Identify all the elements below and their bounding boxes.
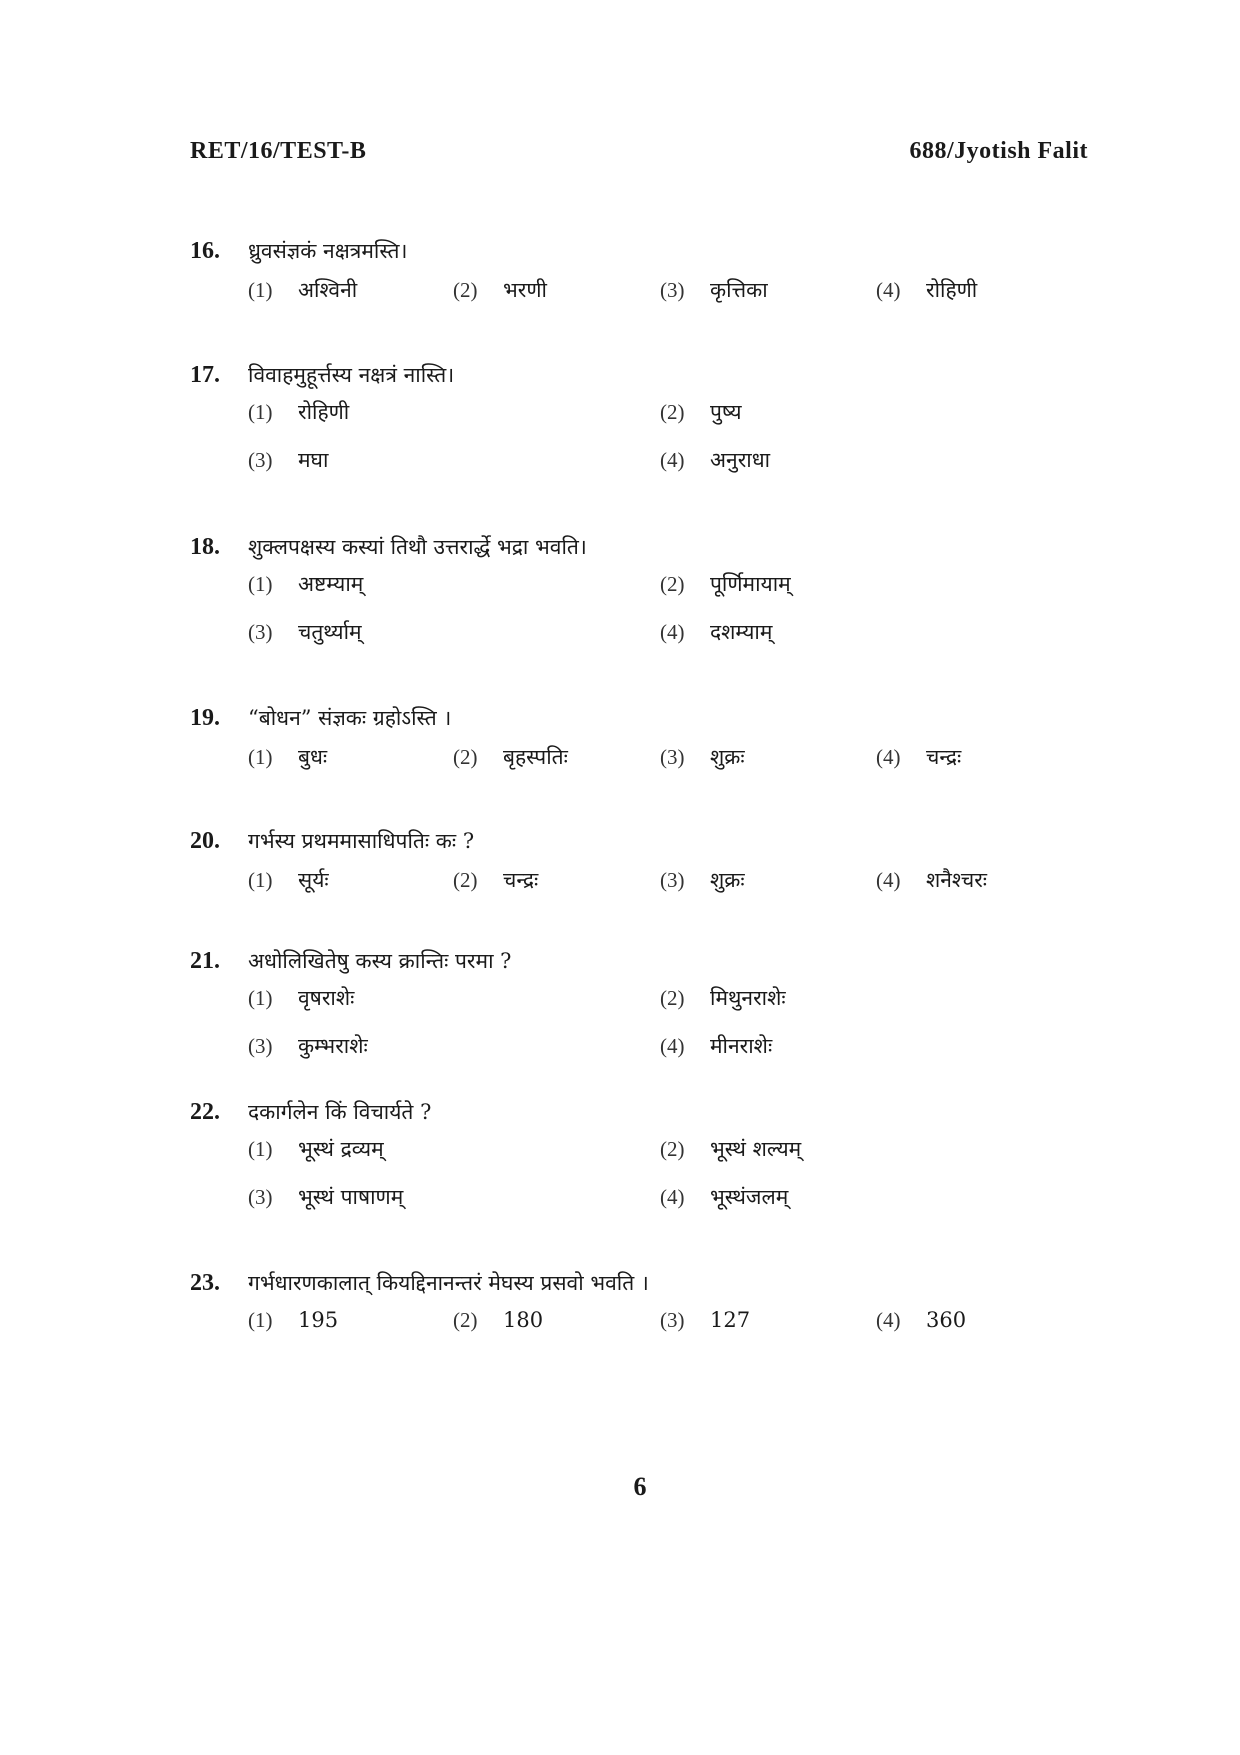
option-number: (3)	[660, 745, 685, 769]
option-number: (3)	[248, 1034, 273, 1058]
question-text: “बोधन” संज्ञकः ग्रहोऽस्ति ।	[248, 706, 452, 730]
option-number: (1)	[248, 868, 273, 892]
option-text: 127	[710, 1308, 751, 1332]
question-number: 20.	[190, 828, 220, 854]
question-text: विवाहमुहूर्त्तस्य नक्षत्रं नास्ति।	[248, 363, 455, 387]
exam-code: RET/16/TEST-B	[190, 138, 367, 164]
option-number: (2)	[660, 986, 685, 1010]
option-text: अश्विनी	[298, 278, 358, 302]
option-text: शुक्रः	[710, 868, 745, 892]
question-text: अधोलिखितेषु कस्य क्रान्तिः परमा ?	[248, 949, 512, 973]
question-text: गर्भस्य प्रथममासाधिपतिः कः ?	[248, 829, 475, 853]
option-3	[248, 618, 362, 646]
option-3	[660, 866, 745, 894]
option-number: (2)	[660, 572, 685, 596]
option-text: 180	[503, 1308, 544, 1332]
option-number: (4)	[660, 1034, 685, 1058]
subject-code: 688/Jyotish Falit	[909, 138, 1088, 164]
option-number: (3)	[248, 448, 273, 472]
option-2	[453, 743, 568, 771]
options	[248, 398, 1090, 490]
option-4	[660, 446, 770, 474]
option-1	[248, 743, 327, 771]
option-number: (1)	[248, 400, 273, 424]
option-number: (1)	[248, 278, 273, 302]
option-3	[660, 1308, 750, 1333]
option-text: दशम्याम्	[710, 620, 773, 644]
option-number: (1)	[248, 572, 273, 596]
option-text: पूर्णिमायाम्	[710, 572, 791, 596]
option-text: बुधः	[298, 745, 328, 769]
option-text: कृत्तिका	[710, 278, 768, 302]
option-text: भूस्थं द्रव्यम्	[298, 1137, 384, 1161]
question-text: गर्भधारणकालात् कियद्दिनानन्तरं मेघस्य प्रसवो भवति ।	[248, 1271, 649, 1295]
option-4	[876, 866, 987, 894]
options	[248, 984, 1090, 1076]
question-number: 21.	[190, 948, 220, 974]
option-text: चतुर्थ्याम्	[298, 620, 362, 644]
option-4	[876, 1308, 966, 1333]
option-text: अनुराधा	[710, 448, 771, 472]
option-number: (2)	[453, 278, 478, 302]
option-text: भरणी	[503, 278, 547, 302]
option-number: (1)	[248, 986, 273, 1010]
option-number: (1)	[248, 1137, 273, 1161]
option-4	[660, 618, 772, 646]
question-text: दकार्गलेन किं विचार्यते ?	[248, 1100, 432, 1124]
question-21	[190, 946, 1090, 1076]
option-number: (4)	[660, 620, 685, 644]
option-number: (2)	[453, 1308, 478, 1332]
option-number: (4)	[876, 1308, 901, 1332]
option-2	[660, 570, 791, 598]
option-1	[248, 398, 349, 426]
option-3	[248, 446, 328, 474]
options	[248, 743, 1090, 787]
option-3	[660, 276, 768, 304]
option-number: (4)	[660, 1185, 685, 1209]
question-18	[190, 532, 1090, 662]
option-text: मघा	[298, 448, 329, 472]
option-number: (2)	[660, 1137, 685, 1161]
option-text: 195	[298, 1308, 339, 1332]
option-text: मीनराशेः	[710, 1034, 773, 1058]
option-text: कुम्भराशेः	[298, 1034, 368, 1058]
option-text: पुष्य	[710, 400, 742, 424]
option-2	[660, 1135, 801, 1163]
option-4	[876, 743, 961, 771]
option-text: रोहिणी	[298, 400, 350, 424]
option-1	[248, 984, 354, 1012]
question-number: 23.	[190, 1270, 220, 1296]
question-number: 22.	[190, 1099, 220, 1125]
option-text: सूर्यः	[298, 868, 329, 892]
option-3	[248, 1032, 368, 1060]
page-number: 6	[633, 1472, 647, 1501]
option-number: (4)	[876, 868, 901, 892]
options	[248, 570, 1090, 662]
question-text: ध्रुवसंज्ञकं नक्षत्रमस्ति।	[248, 239, 408, 263]
option-number: (2)	[660, 400, 685, 424]
question-text: शुक्लपक्षस्य कस्यां तिथौ उत्तरार्द्धे भद्रा भवति।	[248, 535, 587, 559]
option-1	[248, 866, 329, 894]
option-4	[660, 1183, 788, 1211]
option-text: चन्द्रः	[926, 745, 962, 769]
option-text: भूस्थं पाषाणम्	[298, 1185, 404, 1209]
option-number: (3)	[660, 868, 685, 892]
option-number: (1)	[248, 1308, 273, 1332]
option-number: (4)	[660, 448, 685, 472]
option-4	[660, 1032, 772, 1060]
question-number: 17.	[190, 362, 220, 388]
option-text: बृहस्पतिः	[503, 745, 568, 769]
option-text: अष्टम्याम्	[298, 572, 364, 596]
question-20	[190, 826, 1090, 910]
options	[248, 1135, 1090, 1227]
option-2	[660, 984, 786, 1012]
option-text: 360	[926, 1308, 967, 1332]
option-number: (3)	[248, 620, 273, 644]
options	[248, 276, 1090, 320]
options	[248, 1308, 1090, 1352]
option-number: (1)	[248, 745, 273, 769]
option-2	[453, 1308, 543, 1333]
option-text: रोहिणी	[926, 278, 978, 302]
question-number: 18.	[190, 534, 220, 560]
option-text: शुक्रः	[710, 745, 745, 769]
option-4	[876, 276, 977, 304]
option-2	[660, 398, 742, 426]
question-16	[190, 236, 1090, 320]
question-19	[190, 703, 1090, 787]
option-text: भूस्थंजलम्	[710, 1185, 789, 1209]
option-1	[248, 1308, 338, 1333]
option-2	[453, 276, 547, 304]
option-number: (3)	[248, 1185, 273, 1209]
option-number: (3)	[660, 278, 685, 302]
option-number: (4)	[876, 745, 901, 769]
question-23	[190, 1268, 1090, 1352]
option-3	[248, 1183, 403, 1211]
option-number: (4)	[876, 278, 901, 302]
option-number: (2)	[453, 868, 478, 892]
options	[248, 866, 1090, 910]
option-1	[248, 570, 363, 598]
question-17	[190, 360, 1090, 490]
option-1	[248, 276, 357, 304]
option-text: भूस्थं शल्यम्	[710, 1137, 802, 1161]
option-text: चन्द्रः	[503, 868, 539, 892]
option-1	[248, 1135, 384, 1163]
question-number: 19.	[190, 705, 220, 731]
question-22	[190, 1097, 1090, 1227]
option-number: (3)	[660, 1308, 685, 1332]
question-number: 16.	[190, 238, 220, 264]
option-3	[660, 743, 745, 771]
option-text: मिथुनराशेः	[710, 986, 786, 1010]
option-2	[453, 866, 538, 894]
option-text: वृषराशेः	[298, 986, 355, 1010]
option-text: शनैश्चरः	[926, 868, 988, 892]
option-number: (2)	[453, 745, 478, 769]
